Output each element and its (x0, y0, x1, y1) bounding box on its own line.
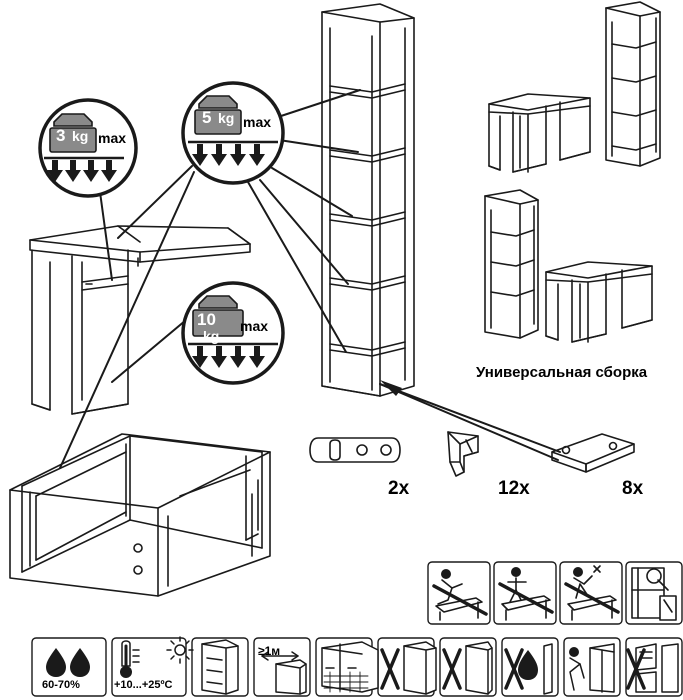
hardware-qty-corner-fixing: 12x (498, 478, 530, 499)
hardware-qty-shelf-support: 8x (622, 478, 644, 499)
badge-10kg-max-label: max (240, 318, 269, 334)
badge-5kg-unit: kg (218, 110, 235, 126)
assembly-title: Универсальная сборка (476, 364, 648, 381)
condition-distance-label: ≥1м (258, 644, 281, 658)
badge-3kg-weight: 3 (56, 126, 66, 145)
badge-5kg-weight: 5 (202, 108, 212, 127)
badge-10kg-weight: 10 (197, 310, 216, 329)
badge-5kg (183, 83, 283, 183)
condition-temperature-label: +10...+25ºC (114, 679, 173, 691)
badge-5kg-max-label: max (243, 114, 272, 130)
badge-3kg-unit: kg (72, 128, 89, 144)
badge-3kg-max-label: max (98, 130, 127, 146)
condition-humidity-label: 60-70% (42, 679, 80, 691)
hardware-qty-bracket-plate: 2x (388, 478, 410, 499)
badge-3kg (40, 100, 136, 196)
badge-10kg-unit: kg (203, 328, 220, 344)
